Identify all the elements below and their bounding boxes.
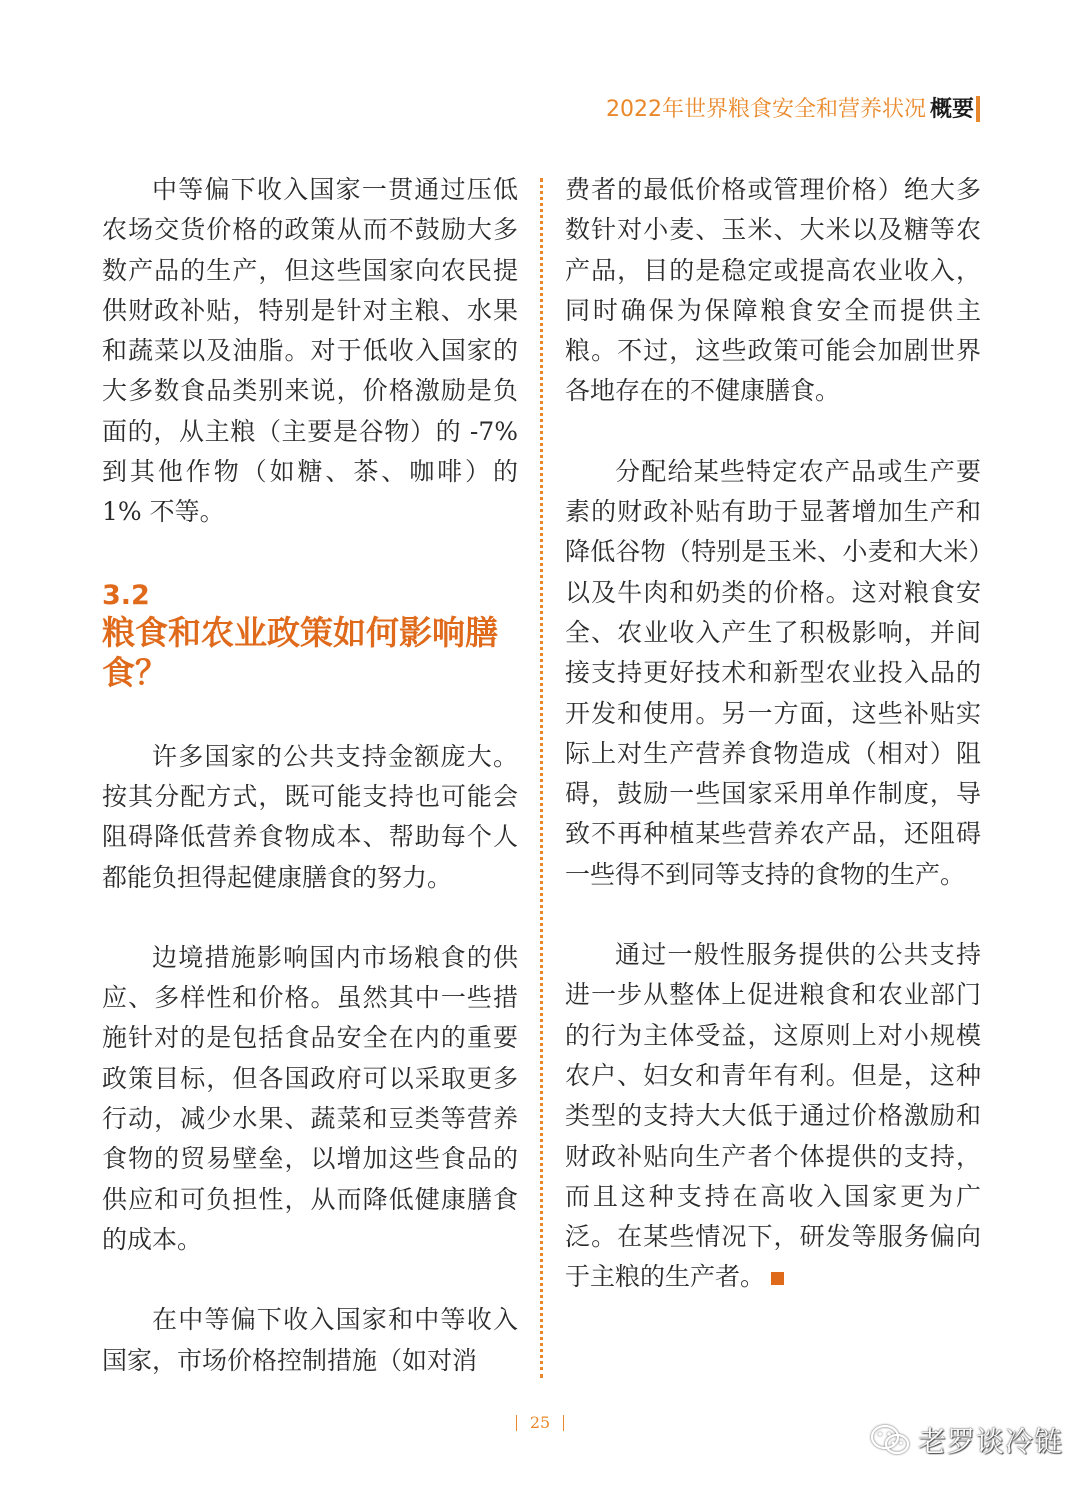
left-column (102, 170, 518, 1381)
header-section: 概要 (929, 97, 974, 122)
header-accent-bar (976, 96, 980, 122)
left-paragraph-4: 在中等偏下收入国家和中等收入国家，市场价格控制措施（如对消 (102, 1305, 518, 1375)
right-paragraph-1: 费者的最低价格或管理价格）绝大多数针对小麦、玉米、大米以及糖等农产品，目的是稳定或提高农业收入，同时确保为保障粮食安全而提供主粮。不过，这些政策可能会加剧世界各地存在的不健康膳食。 (565, 175, 981, 406)
column-divider (540, 178, 543, 1378)
watermark (870, 1418, 1063, 1462)
running-header (606, 92, 974, 123)
left-paragraph-2: 许多国家的公共支持金额庞大。按其分配方式，既可能支持也可能会阻碍降低营养食物成本、帮助每个人都能负担得起健康膳食的努力。 (102, 741, 518, 892)
watermark-text: 老罗谈冷链 (918, 1425, 1064, 1458)
left-paragraph-1: 中等偏下收入国家一贯通过压低农场交货价格的政策从而不鼓励大多数产品的生产，但这些国家向农民提供财政补贴，特别是针对主粮、水果和蔬菜以及油脂。对于低收入国家的大多数食品类别来说，价格激励是负面的，从主粮（主要是谷物）的 -7% 到其他作物（如糖、茶、咖啡）的 1% 不等。 (102, 175, 518, 527)
right-paragraph-3 (565, 935, 981, 1298)
right-column (565, 170, 981, 1298)
right-paragraph-2: 分配给某些特定农产品或生产要素的财政补贴有助于显著增加生产和降低谷物（特别是玉米、小麦和大米）以及牛肉和奶类的价格。这对粮食安全、农业收入产生了积极影响，并间接支持更好技术和新型农业投入品的开发和使用。另一方面，这些补贴实际上对生产营养食物造成（相对）阻碍，鼓励一些国家采用单作制度，导致不再种植某些营养农产品，还阻碍一些得不到同等支持的食物的生产。 (565, 456, 981, 889)
left-paragraph-3: 边境措施影响国内市场粮食的供应、多样性和价格。虽然其中一些措施针对的是包括食品安全在内的重要政策目标，但各国政府可以采取更多行动，减少水果、蔬菜和豆类等营养食物的贸易壁垒，以增加这些食品的供应和可负担性，从而降低健康膳食的成本。 (102, 942, 518, 1254)
wechat-icon (870, 1423, 910, 1457)
end-mark-icon (771, 1272, 784, 1285)
right-paragraph-3-text: 通过一般性服务提供的公共支持进一步从整体上促进粮食和农业部门的行为主体受益，这原则上对小规模农户、妇女和青年有利。但是，这种类型的支持大大低于通过价格激励和财政补贴向生产者个体提供的支持，而且这种支持在高收入国家更为广泛。在某些情况下，研发等服务偏向于主粮的生产者。 (565, 940, 981, 1292)
section-title: 粮食和农业政策如何影响膳食？ (102, 612, 498, 692)
page-number: 25 (516, 1412, 564, 1434)
section-number: 3.2 (102, 579, 150, 611)
header-title: 2022年世界粮食安全和营养状况 (605, 97, 926, 122)
